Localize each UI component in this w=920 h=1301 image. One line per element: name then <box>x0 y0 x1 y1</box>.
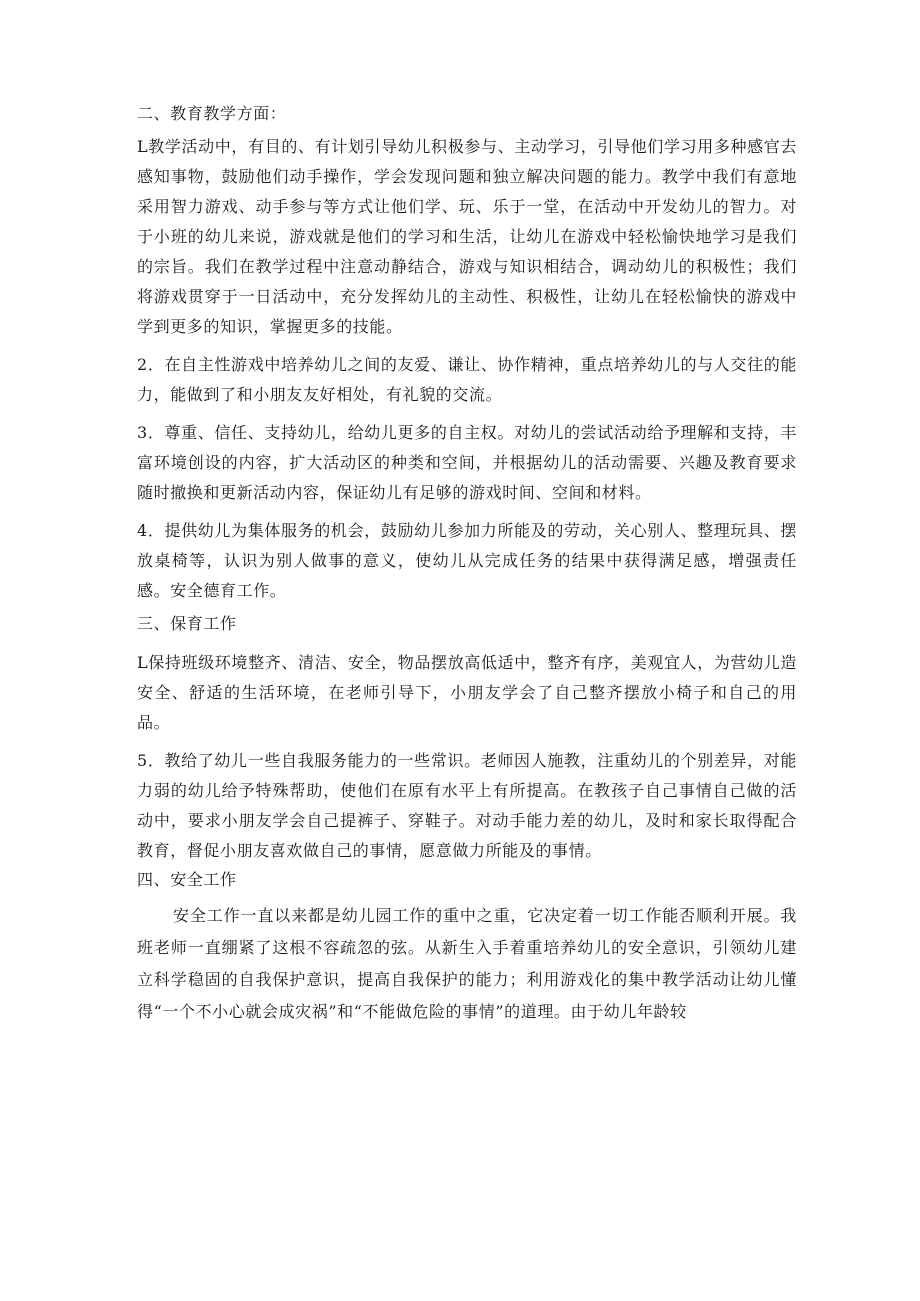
paragraph-care-2: 5．教给了幼儿一些自我服务能力的一些常识。老师因人施教，注重幼儿的个别差异，对能力弱的幼儿给予特殊帮助，使他们在原有水平上有所提高。在教孩子自己事情自己做的活动中，要求小朋友学会自己提裤子、穿鞋子。对动手能力差的幼儿，及时和家长取得配合教育，督促小朋友喜欢做自己的事情，愿意做力所能及的事情。 <box>137 751 797 860</box>
paragraph-education-1: L教学活动中，有目的、有计划引导幼儿积极参与、主动学习，引导他们学习用多种感官去感知事物，鼓励他们动手操作，学会发现问题和独立解决问题的能力。教学中我们有意地采用智力游戏、动手参与等方式让他们学、玩、乐于一堂，在活动中开发幼儿的智力。对于小班的幼儿来说，游戏就是他们的学习和生活，让幼儿在游戏中轻松愉快地学习是我们的宗旨。我们在教学过程中注意动静结合，游戏与知识相结合，调动幼儿的积极性；我们将游戏贯穿于一日活动中，充分发挥幼儿的主动性、积极性，让幼儿在轻松愉快的游戏中学到更多的知识，掌握更多的技能。 <box>137 137 797 336</box>
section-heading-care: 三、保育工作 <box>137 614 237 633</box>
section-heading-safety: 四、安全工作 <box>137 870 237 889</box>
paragraph-education-3: 3．尊重、信任、支持幼儿，给幼儿更多的自主权。对幼儿的尝试活动给予理解和支持，丰富环境创设的内容，扩大活动区的种类和空间，并根据幼儿的活动需要、兴趣及教育要求随时撤换和更新活动内容，保证幼儿有足够的游戏时间、空间和材料。 <box>137 423 797 502</box>
paragraph-care-1: L保持班级环境整齐、清洁、安全，物品摆放高低适中，整齐有序，美观宜人，为营幼儿造安全、舒适的生活环境，在老师引导下，小朋友学会了自己整齐摆放小椅子和自己的用品。 <box>137 653 797 732</box>
section-heading-education: 二、教育教学方面： <box>137 104 287 123</box>
paragraph-safety-1: 安全工作一直以来都是幼儿园工作的重中之重，它决定着一切工作能否顺利开展。我班老师一直绷紧了这根不容疏忽的弦。从新生入手着重培养幼儿的安全意识，引领幼儿建立科学稳固的自我保护意识，提高自我保护的能力；利用游戏化的集中教学活动让幼儿懂得“一个不小心就会成灾祸”和“不能做危险的事情”的道理。由于幼儿年龄较 <box>137 906 797 1021</box>
document-page <box>137 96 797 1036</box>
paragraph-education-2: 2．在自主性游戏中培养幼儿之间的友爱、谦让、协作精神，重点培养幼儿的与人交往的能力，能做到了和小朋友友好相处，有礼貌的交流。 <box>137 355 797 404</box>
paragraph-education-4: 4．提供幼儿为集体服务的机会，鼓励幼儿参加力所能及的劳动，关心别人、整理玩具、摆放桌椅等，认识为别人做事的意义，使幼儿从完成任务的结果中获得满足感，增强责任感。安全德育工作。 <box>137 521 797 600</box>
